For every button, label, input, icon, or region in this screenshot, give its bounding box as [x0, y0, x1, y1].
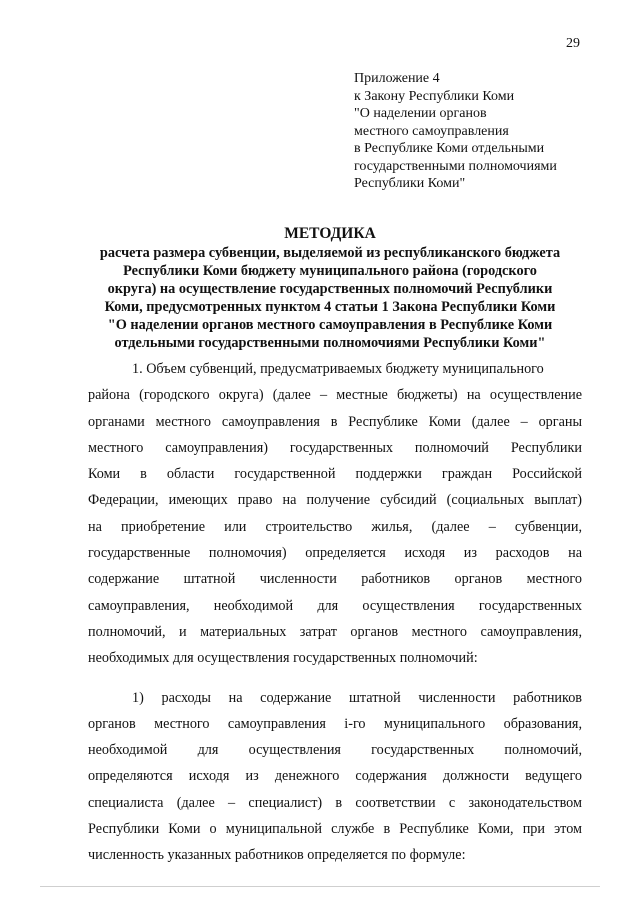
paragraph-line: определяются исходя из денежного содержания должности ведущего — [88, 768, 582, 785]
document-subtitle-line: расчета размера субвенции, выделяемой из республиканского бюджета — [99, 245, 561, 261]
document-subtitle-line: округа) на осуществление государственных полномочий Республики — [107, 281, 553, 297]
appendix-line: Республики Коми" — [354, 176, 466, 191]
page-bottom-edge — [40, 886, 600, 887]
page-number: 29 — [566, 36, 580, 51]
paragraph-line: необходимых для осуществления государственных полномочий: — [88, 650, 478, 667]
paragraph-line: государственные полномочия) определяется исходя из расходов на — [88, 545, 582, 562]
appendix-line: государственными полномочиями — [354, 158, 557, 174]
appendix-line: местного самоуправления — [354, 123, 509, 139]
paragraph-line: органами местного самоуправления в Республике Коми (далее – органы — [88, 413, 582, 430]
document-subtitle-line: отдельными государственными полномочиями Республики Коми" — [114, 335, 546, 351]
paragraph-line: местного самоуправления) государственных полномочий Республики — [88, 439, 582, 456]
paragraph-line: Коми в области государственной поддержки граждан Российской — [88, 466, 582, 483]
paragraph-line: содержание штатной численности работников органов местного — [88, 571, 582, 588]
appendix-line: Приложение 4 — [354, 71, 440, 86]
document-body — [88, 356, 582, 869]
paragraph-line: полномочий, и материальных затрат органов местного самоуправления, — [88, 623, 582, 640]
paragraph-line: численность указанных работников определяется по формуле: — [88, 847, 466, 864]
document-title: МЕТОДИКА — [284, 225, 376, 242]
paragraph-line: 1) расходы на содержание штатной численности работников — [132, 689, 582, 706]
paragraph-line: необходимой для осуществления государственных полномочий, — [88, 742, 582, 759]
paragraph-line: на приобретение или строительство жилья, (далее – субвенции, — [88, 518, 582, 535]
paragraph-line: специалиста (далее – специалист) в соответствии с законодательством — [88, 794, 582, 811]
document-subtitle-line: Коми, предусмотренных пунктом 4 статьи 1 Закона Республики Коми — [104, 299, 556, 315]
document-subtitle-line: Республики Коми бюджету муниципального района (городского — [123, 263, 537, 279]
paragraph-1 — [88, 356, 582, 672]
paragraph-line: органов местного самоуправления i-го муниципального образования, — [88, 715, 582, 732]
document-title-block — [70, 224, 590, 352]
paragraph-line: 1. Объем субвенций, предусматриваемых бюджету муниципального — [132, 361, 544, 377]
appendix-line: "О наделении органов — [354, 106, 487, 121]
appendix-line: к Закону Республики Коми — [354, 88, 515, 104]
appendix-header — [354, 70, 604, 193]
paragraph-line: Республики Коми о муниципальной службе в Республике Коми, при этом — [88, 821, 582, 838]
paragraph-2 — [88, 685, 582, 869]
document-subtitle-line: "О наделении органов местного самоуправления в Республике Коми — [107, 317, 553, 333]
paragraph-line: района (городского округа) (далее – местные бюджеты) на осуществление — [88, 387, 582, 404]
paragraph-line: самоуправления, необходимой для осуществления государственных — [88, 597, 582, 614]
appendix-line: в Республике Коми отдельными — [354, 141, 545, 156]
paragraph-gap — [88, 672, 582, 685]
paragraph-line: Федерации, имеющих право на получение субсидий (социальных выплат) — [88, 492, 582, 509]
